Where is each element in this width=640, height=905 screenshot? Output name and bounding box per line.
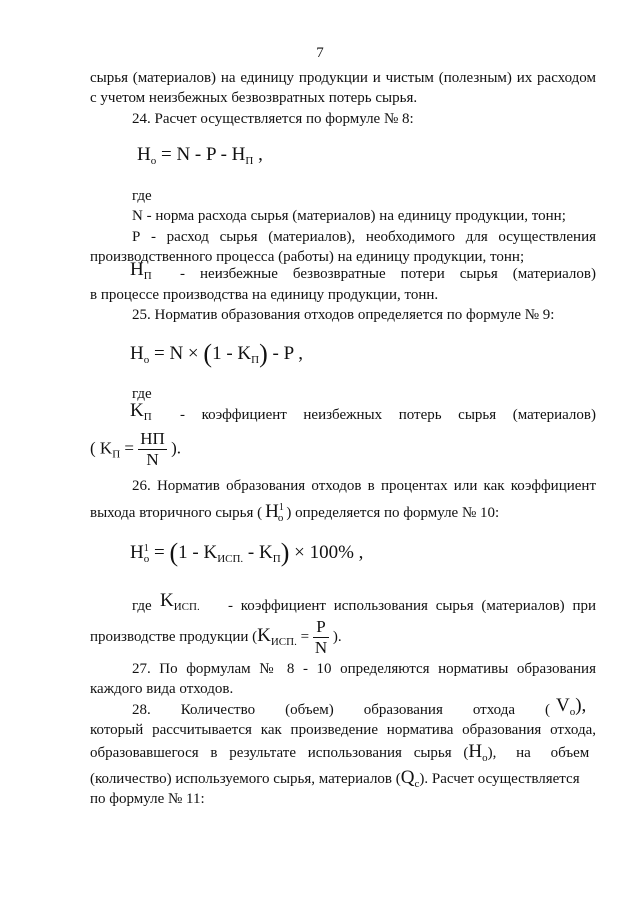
text-line: каждого вида отходов. (90, 681, 234, 697)
text-line: N - норма расхода сырья (материалов) на единицу продукции, тонн; (132, 208, 566, 224)
text-line: по формуле № 11: (90, 791, 205, 807)
text-line: сырья (материалов) на единицу продукции и чистым (полезным) их расходом (90, 70, 596, 86)
kisp-definition-fraction: производстве продукции ($K_{ИСП.}$ = $\frac{P}{N}$ ). (90, 617, 342, 657)
text-line: выхода вторичного сырья ( $H^1_о$ ) определяется по формуле № 10: (90, 501, 500, 524)
text-line: 24. Расчет осуществляется по формуле № 8: (132, 111, 414, 127)
text-line: 26. Норматив образования отходов в процентах или как коэффициент (132, 478, 596, 494)
symbol-kp: $K_П$ (130, 400, 152, 423)
text-line: с учетом неизбежных безвозвратных потерь сырья. (90, 90, 418, 106)
page-number: 7 (316, 45, 324, 61)
symbol-kisp: $K_{ИСП.}$ (160, 590, 200, 613)
kp-definition-fraction: ( $K_П$ = $\frac{HП}{N}$ ). (90, 429, 181, 469)
text-line: Р - расход сырья (материалов), необходимого для осуществления (132, 229, 596, 245)
text-line: (количество) используемого сырья, материалов $(Q_с)$. Расчет осуществляется (90, 767, 580, 790)
formula-9: $H_о = N \times (1 - K_П) - P$ , (130, 339, 303, 368)
text-line: 27. По формулам № 8 - 10 определяются нормативы образования (132, 661, 596, 677)
text-line: где (132, 598, 152, 614)
text-line: образовавшегося в результате использования сырья $(H_о)$, на объем (90, 741, 590, 764)
text-line: в процессе производства на единицу продукции, тонн. (90, 287, 439, 303)
text-line: где (132, 386, 152, 402)
formula-10: $H^1_о = (1 - K_{ИСП.} - K_П) \times 100\%$ , (130, 538, 364, 567)
text-line: который рассчитывается как произведение норматива образования отхода, (90, 722, 596, 738)
formula-8: $H_о = N - P - H_П$ , (137, 144, 263, 167)
text-line: - коэффициент использования сырья (материалов) при (228, 598, 596, 614)
text-line: - неизбежные безвозвратные потери сырья (материалов) (180, 266, 596, 282)
symbol-vo: $V_о$), (556, 695, 587, 718)
symbol-hp: $H_П$ (130, 259, 152, 282)
text-line: 28. Количество (объем) образования отхода ( (132, 702, 550, 718)
text-line: производственного процесса (работы) на единицу продукции, тонн; (90, 249, 525, 265)
text-line: где (132, 188, 152, 204)
text-line: - коэффициент неизбежных потерь сырья (материалов) (180, 407, 596, 423)
text-line: 25. Норматив образования отходов определяется по формуле № 9: (132, 307, 555, 323)
